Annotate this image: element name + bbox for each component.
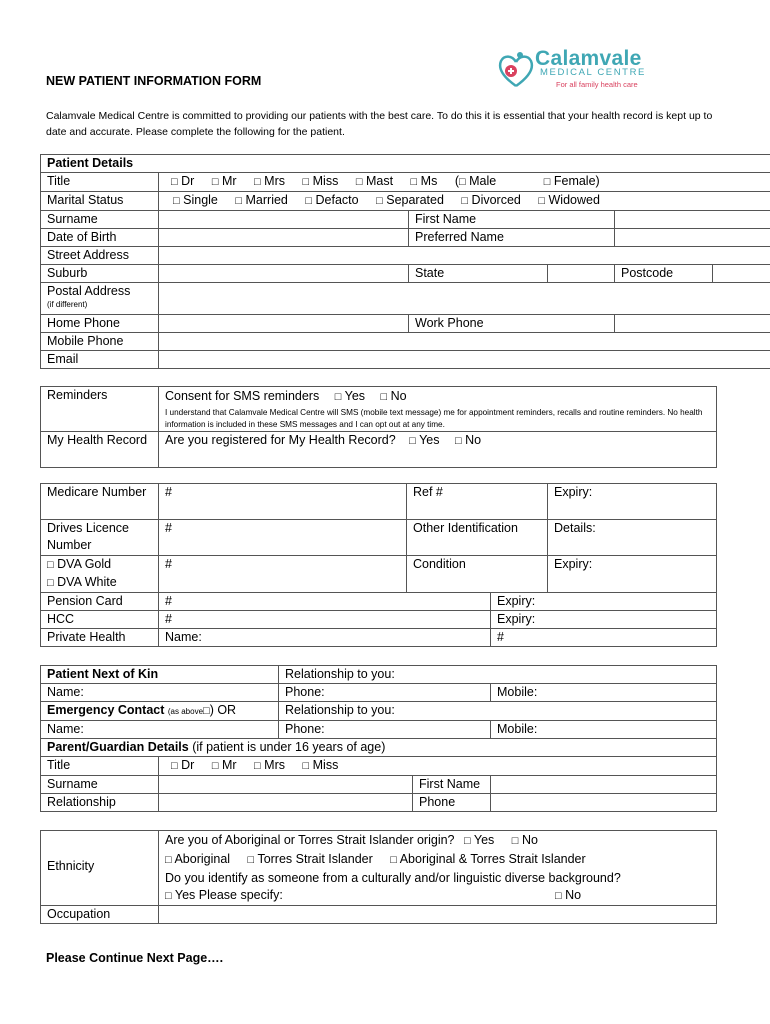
my-health-record-label: My Health Record	[41, 432, 159, 468]
private-health-label: Private Health	[41, 629, 159, 647]
work-phone-label: Work Phone	[409, 315, 615, 333]
guardian-phone-field[interactable]	[491, 794, 717, 812]
cald-no[interactable]: □ No	[555, 888, 582, 902]
dob-label: Date of Birth	[41, 229, 159, 247]
cald-yes-specify[interactable]: □ Yes Please specify:	[165, 888, 283, 902]
title-label: Title	[41, 173, 159, 192]
title-option-ms[interactable]: □ Ms	[410, 174, 438, 188]
atsi-option-aboriginal[interactable]: □ Aboriginal	[165, 852, 231, 866]
email-field[interactable]	[159, 351, 770, 369]
marital-status-label: Marital Status	[41, 192, 159, 211]
marital-options	[159, 192, 770, 211]
next-of-kin-table	[40, 665, 717, 812]
hcc-field[interactable]: #	[159, 611, 491, 629]
guardian-title-mr[interactable]: □ Mr	[211, 758, 237, 772]
atsi-yes[interactable]: □ Yes	[464, 833, 495, 847]
home-phone-label: Home Phone	[41, 315, 159, 333]
kin-phone-field[interactable]: Phone:	[279, 684, 491, 702]
sms-consent-cell	[159, 387, 717, 432]
other-id-label: Other Identification	[407, 520, 548, 556]
mobile-phone-field[interactable]	[159, 333, 770, 351]
suburb-label: Suburb	[41, 265, 159, 283]
reminders-label: Reminders	[41, 387, 159, 432]
heart-logo-icon	[496, 50, 536, 90]
postal-address-label: Postal Address (if different)	[41, 283, 159, 315]
marital-option-separated[interactable]: □ Separated	[376, 193, 444, 207]
guardian-relationship-label: Relationship	[41, 794, 159, 812]
atsi-option-torres-strait[interactable]: □ Torres Strait Islander	[247, 852, 373, 866]
form-title: NEW PATIENT INFORMATION FORM	[46, 74, 262, 88]
guardian-title-options	[159, 757, 717, 776]
dva-label	[41, 556, 159, 593]
guardian-title-miss[interactable]: □ Miss	[302, 758, 339, 772]
private-health-number-field[interactable]: #	[491, 629, 717, 647]
title-option-dr[interactable]: □ Dr	[171, 174, 195, 188]
state-label: State	[409, 265, 548, 283]
hcc-label: HCC	[41, 611, 159, 629]
sms-consent-no[interactable]: □ No	[380, 389, 407, 403]
cards-table	[40, 483, 717, 647]
licence-field[interactable]: #	[159, 520, 407, 556]
logo-name: Calamvale	[535, 47, 642, 70]
marital-option-married[interactable]: □ Married	[235, 193, 288, 207]
suburb-field[interactable]	[159, 265, 409, 283]
guardian-heading: Parent/Guardian Details (if patient is under 16 years of age)	[41, 739, 717, 757]
dva-condition-field[interactable]: Condition	[407, 556, 548, 593]
state-field[interactable]	[548, 265, 615, 283]
gender-option-female[interactable]: □ Female)	[543, 174, 600, 188]
atsi-question: Are you of Aboriginal or Torres Strait Islander origin?	[165, 833, 455, 847]
guardian-title-label: Title	[41, 757, 159, 776]
atsi-no[interactable]: □ No	[511, 833, 538, 847]
title-option-mrs[interactable]: □ Mrs	[254, 174, 285, 188]
private-health-name-field[interactable]: Name:	[159, 629, 491, 647]
guardian-title-mrs[interactable]: □ Mrs	[254, 758, 285, 772]
work-phone-field[interactable]	[615, 315, 770, 333]
title-option-mast[interactable]: □ Mast	[355, 174, 394, 188]
pension-expiry-field[interactable]: Expiry:	[491, 593, 717, 611]
mhr-yes[interactable]: □ Yes	[409, 433, 440, 447]
postcode-field[interactable]	[713, 265, 770, 283]
mobile-phone-label: Mobile Phone	[41, 333, 159, 351]
guardian-relationship-cell	[159, 794, 491, 812]
ethnicity-label: Ethnicity	[41, 831, 159, 906]
licence-label: Drives Licence Number	[41, 520, 159, 556]
title-option-miss[interactable]: □ Miss	[302, 174, 339, 188]
gender-option-male[interactable]: (□ Male	[454, 174, 497, 188]
emergency-as-above-checkbox[interactable]: □	[203, 705, 210, 717]
marital-option-single[interactable]: □ Single	[173, 193, 218, 207]
cald-question: Do you identify as someone from a culturally and/or linguistic diverse background?	[165, 871, 621, 885]
marital-option-divorced[interactable]: □ Divorced	[461, 193, 521, 207]
occupation-field[interactable]	[159, 906, 717, 924]
pension-card-field[interactable]: #	[159, 593, 491, 611]
logo-subtitle: MEDICAL CENTRE	[540, 67, 646, 78]
intro-text: Calamvale Medical Centre is committed to providing our patients with the best care. To do this it is essential that your health record is kept up to date and accurate. Please complete the following for the patient.	[46, 110, 713, 138]
title-options	[159, 173, 770, 192]
postal-address-field[interactable]	[159, 283, 770, 315]
emergency-name-field[interactable]: Name:	[41, 721, 279, 739]
street-address-field[interactable]	[159, 247, 770, 265]
first-name-field[interactable]	[615, 211, 770, 229]
mhr-no[interactable]: □ No	[454, 433, 482, 447]
hcc-expiry-field[interactable]: Expiry:	[491, 611, 717, 629]
next-of-kin-heading: Patient Next of Kin	[41, 666, 279, 684]
marital-option-defacto[interactable]: □ Defacto	[305, 193, 359, 207]
patient-details-table	[40, 154, 770, 369]
medicare-label: Medicare Number	[41, 484, 159, 520]
guardian-first-name-label: First Name	[419, 777, 481, 791]
other-id-details-field[interactable]: Details:	[548, 520, 717, 556]
dva-gold-option[interactable]: □ DVA Gold	[47, 557, 112, 571]
first-name-label: First Name	[409, 211, 615, 229]
title-option-mr[interactable]: □ Mr	[211, 174, 237, 188]
emergency-relationship-field[interactable]: Relationship to you:	[279, 702, 717, 721]
kin-mobile-field[interactable]: Mobile:	[491, 684, 717, 702]
dob-field[interactable]	[159, 229, 409, 247]
guardian-surname-label: Surname	[41, 776, 159, 794]
sms-consent-question: Consent for SMS reminders	[165, 389, 320, 403]
sms-consent-yes[interactable]: □ Yes	[334, 389, 366, 403]
reminders-table	[40, 386, 717, 468]
street-address-label: Street Address	[41, 247, 159, 265]
guardian-first-name-field[interactable]	[491, 776, 717, 794]
emergency-contact-heading: Emergency Contact (as above□) OR	[41, 702, 279, 721]
guardian-phone-label: Phone	[419, 795, 456, 809]
mhr-question: Are you registered for My Health Record?	[165, 433, 396, 447]
postcode-label: Postcode	[615, 265, 713, 283]
continue-note: Please Continue Next Page….	[46, 951, 224, 965]
dva-white-option[interactable]: □ DVA White	[47, 575, 117, 589]
sms-consent-note: I understand that Calamvale Medical Centre will SMS (mobile text message) me for appointment reminders, recalls and routine reminders. No health information is included in these SMS messages and I can opt out at any time.	[165, 408, 703, 429]
preferred-name-field[interactable]	[615, 229, 770, 247]
surname-label: Surname	[41, 211, 159, 229]
medicare-expiry-field[interactable]: Expiry:	[548, 484, 717, 520]
dva-field[interactable]: #	[159, 556, 407, 593]
pension-card-label: Pension Card	[41, 593, 159, 611]
kin-relationship-field[interactable]: Relationship to you:	[279, 666, 717, 684]
atsi-option-both[interactable]: □ Aboriginal & Torres Strait Islander	[390, 852, 586, 866]
emergency-phone-field[interactable]: Phone:	[279, 721, 491, 739]
dva-expiry-field[interactable]: Expiry:	[548, 556, 717, 593]
guardian-title-dr[interactable]: □ Dr	[171, 758, 195, 772]
my-health-record-cell	[159, 432, 717, 468]
guardian-relationship-field[interactable]	[159, 794, 413, 811]
ethnicity-cell	[159, 831, 717, 906]
kin-name-field[interactable]: Name:	[41, 684, 279, 702]
patient-details-heading: Patient Details	[41, 155, 770, 173]
medicare-field[interactable]: #	[159, 484, 407, 520]
ethnicity-table	[40, 830, 717, 924]
preferred-name-label: Preferred Name	[409, 229, 615, 247]
medicare-ref-field[interactable]: Ref #	[407, 484, 548, 520]
occupation-label: Occupation	[41, 906, 159, 924]
marital-option-widowed[interactable]: □ Widowed	[538, 193, 600, 207]
surname-field[interactable]	[159, 211, 409, 229]
home-phone-field[interactable]	[159, 315, 409, 333]
logo-tagline: For all family health care	[556, 80, 638, 89]
guardian-surname-cell	[159, 776, 491, 794]
guardian-surname-field[interactable]	[159, 776, 413, 793]
emergency-mobile-field[interactable]: Mobile:	[491, 721, 717, 739]
email-label: Email	[41, 351, 159, 369]
